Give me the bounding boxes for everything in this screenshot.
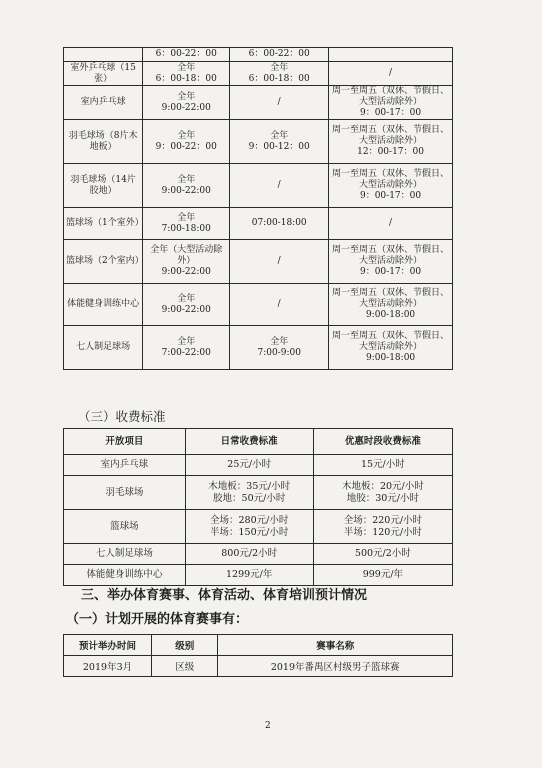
fee-table-row (64, 455, 453, 476)
fee-header-normal: 日常收费标准 (185, 429, 313, 455)
event-level-cell: 区级 (152, 656, 218, 677)
holiday-hours-cell: 全年 6：00-18：00 (230, 62, 329, 86)
fee-item-cell: 室内乒乓球 (64, 455, 186, 476)
holiday-hours-cell: 07:00-18:00 (230, 208, 329, 240)
venue-name-cell: 篮球场（2个室内） (64, 240, 143, 284)
hours-table-row (64, 326, 453, 370)
section-three-heading: 三、举办体育赛事、体育活动、体育培训预计情况 (81, 588, 368, 603)
fee-discount-cell: 全场：220元/小时 半场：120元/小时 (313, 510, 452, 544)
open-hours-cell: 全年 9:00-22:00 (143, 164, 230, 208)
fee-table-header-row (64, 429, 453, 455)
hours-table-row (64, 120, 453, 164)
open-hours-cell: 全年 7:00-22:00 (143, 326, 230, 370)
open-hours-cell: 全年 9:00-22:00 (143, 284, 230, 326)
fee-table-row (64, 476, 453, 510)
fee-table-row (64, 544, 453, 565)
fee-discount-cell: 999元/年 (313, 565, 452, 586)
fee-normal-cell: 全场：280元/小时 半场：150元/小时 (185, 510, 313, 544)
page-number: 2 (265, 721, 271, 731)
venue-name-cell: 七人制足球场 (64, 326, 143, 370)
holiday-hours-cell: 全年 7:00-9:00 (230, 326, 329, 370)
hours-table-row (64, 48, 453, 62)
open-hours-cell: 全年 6：00-18：00 (143, 62, 230, 86)
venue-name-cell: 羽毛球场（14片胶地） (64, 164, 143, 208)
events-header-name: 赛事名称 (218, 635, 453, 656)
hours-table-row (64, 86, 453, 120)
fee-discount-cell: 15元/小时 (313, 455, 452, 476)
hours-table-row (64, 208, 453, 240)
discount-hours-cell: / (329, 208, 453, 240)
event-time-cell: 2019年3月 (64, 656, 152, 677)
holiday-hours-cell: 全年 9：00-12：00 (230, 120, 329, 164)
planned-events-table (63, 634, 453, 677)
discount-hours-cell: 周一至周五（双休、节假日、大型活动除外） 9:00-18:00 (329, 326, 453, 370)
discount-hours-cell: 周一至周五（双休、节假日、大型活动除外） 9：00-17：00 (329, 240, 453, 284)
holiday-hours-cell: / (230, 240, 329, 284)
fee-normal-cell: 1299元/年 (185, 565, 313, 586)
hours-table-row (64, 164, 453, 208)
discount-hours-cell: 周一至周五（双休、节假日、大型活动除外） 9:00-18:00 (329, 284, 453, 326)
discount-hours-cell (329, 48, 453, 62)
event-name-cell: 2019年番禺区村级男子篮球赛 (218, 656, 453, 677)
venue-name-cell: 室内乒乓球 (64, 86, 143, 120)
hours-table-row (64, 284, 453, 326)
fee-normal-cell: 800元/2小时 (185, 544, 313, 565)
fee-item-cell: 七人制足球场 (64, 544, 186, 565)
discount-hours-cell: / (329, 62, 453, 86)
holiday-hours-cell: / (230, 164, 329, 208)
venue-name-cell: 室外乒乓球（15张） (64, 62, 143, 86)
events-header-time: 预计举办时间 (64, 635, 152, 656)
fee-item-cell: 篮球场 (64, 510, 186, 544)
open-hours-cell: 全年 9:00-22:00 (143, 86, 230, 120)
fee-discount-cell: 500元/2小时 (313, 544, 452, 565)
fee-standard-heading: （三）收费标准 (78, 409, 166, 424)
holiday-hours-cell: / (230, 284, 329, 326)
open-hours-cell: 6：00-22：00 (143, 48, 230, 62)
discount-hours-cell: 周一至周五（双休、节假日、大型活动除外） 9：00-17：00 (329, 164, 453, 208)
fee-header-item: 开放项目 (64, 429, 186, 455)
open-hours-cell: 全年 9：00-22：00 (143, 120, 230, 164)
venue-name-cell: 体能健身训练中心 (64, 284, 143, 326)
hours-table-row (64, 62, 453, 86)
events-table-row (64, 656, 453, 677)
fee-discount-cell: 木地板：20元/小时 地胶：30元/小时 (313, 476, 452, 510)
venue-name-cell: 篮球场（1个室外） (64, 208, 143, 240)
venue-name-cell (64, 48, 143, 62)
fee-standard-table (63, 428, 453, 586)
discount-hours-cell: 周一至周五（双休、节假日、大型活动除外） 12：00-17：00 (329, 120, 453, 164)
hours-table-row (64, 240, 453, 284)
events-header-level: 级别 (152, 635, 218, 656)
holiday-hours-cell: 6：00-22：00 (230, 48, 329, 62)
open-hours-cell: 全年（大型活动除外） 9:00-22:00 (143, 240, 230, 284)
open-hours-table (63, 47, 453, 370)
events-table-header-row (64, 635, 453, 656)
fee-table-row (64, 565, 453, 586)
fee-item-cell: 羽毛球场 (64, 476, 186, 510)
fee-normal-cell: 木地板：35元/小时 胶地：50元/小时 (185, 476, 313, 510)
discount-hours-cell: 周一至周五（双休、节假日、大型活动除外） 9：00-17：00 (329, 86, 453, 120)
holiday-hours-cell: / (230, 86, 329, 120)
fee-header-discount: 优惠时段收费标准 (313, 429, 452, 455)
open-hours-cell: 全年 7:00-18:00 (143, 208, 230, 240)
fee-table-row (64, 510, 453, 544)
fee-item-cell: 体能健身训练中心 (64, 565, 186, 586)
venue-name-cell: 羽毛球场（8片木地板） (64, 120, 143, 164)
fee-normal-cell: 25元/小时 (185, 455, 313, 476)
planned-events-heading: （一）计划开展的体育赛事有： (66, 612, 249, 627)
